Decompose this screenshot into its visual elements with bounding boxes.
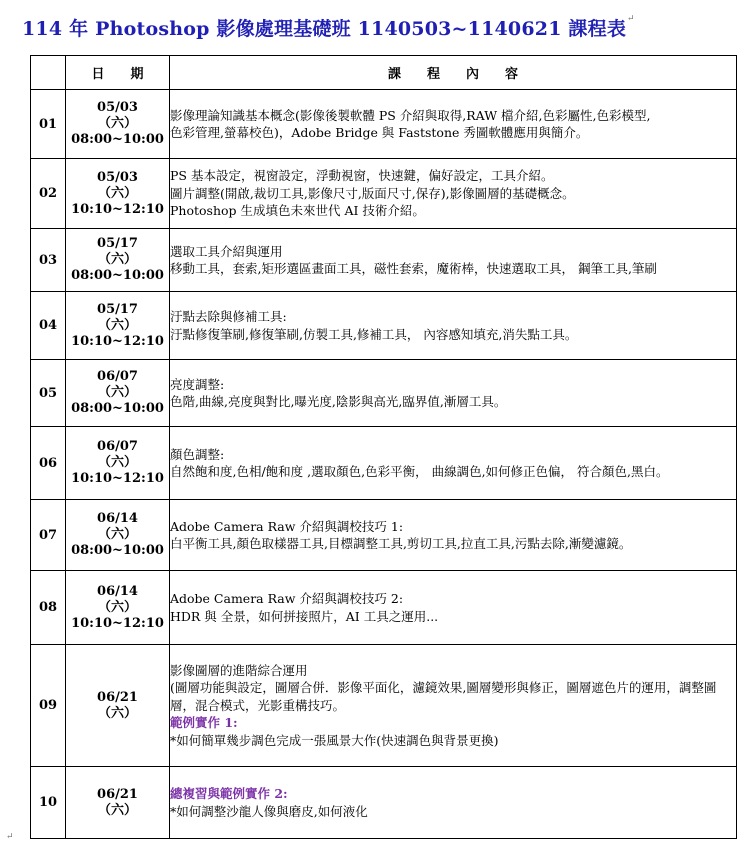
session-time: 10:10~12:10 (71, 333, 164, 349)
session-number: 03 (31, 229, 66, 292)
session-content (170, 571, 737, 645)
session-number: 05 (31, 360, 66, 427)
content-line: 亮度調整: (170, 376, 225, 392)
session-time: 08:00~10:00 (71, 401, 164, 416)
session-date: 05/03 (97, 169, 138, 185)
session-number: 06 (31, 427, 66, 500)
session-time: 08:00~10:00 (71, 268, 164, 283)
session-date-cell (66, 427, 170, 500)
header-num (31, 56, 66, 90)
session-day: （六） (97, 317, 137, 333)
session-date: 06/14 (97, 583, 138, 599)
session-date-cell (66, 292, 170, 360)
content-line: *如何簡單幾步調色完成一張風景大作(快速調色與背景更換) (170, 732, 499, 748)
session-date: 06/21 (97, 689, 138, 705)
review-heading: 總複習與範例實作 2: (170, 786, 288, 801)
header-date: 日 期 (66, 56, 170, 90)
session-number: 08 (31, 571, 66, 645)
session-date: 05/17 (97, 236, 138, 251)
session-number: 09 (31, 645, 66, 767)
content-line: 色階,曲線,亮度與對比,曝光度,陰影與高光,臨界值,漸層工具。 (170, 394, 507, 409)
session-content (170, 292, 737, 360)
session-date-cell (66, 229, 170, 292)
session-day: （六） (97, 455, 137, 470)
content-line: (圖層功能與設定，圖層合併．影像平面化，濾鏡效果,圖層變形與修正，圖層遮色片的運用，調整圖層，混合模式，光影重構技巧。 (170, 680, 717, 713)
session-date-cell (66, 500, 170, 571)
session-day: （六） (97, 116, 137, 131)
session-date-cell (66, 645, 170, 767)
session-day: （六） (97, 599, 137, 615)
session-date: 06/07 (97, 369, 138, 384)
session-day: （六） (97, 705, 137, 721)
table-row (31, 360, 737, 427)
session-number: 01 (31, 90, 66, 159)
table-row (31, 159, 737, 229)
header-content: 課 程 內 容 (170, 56, 737, 90)
session-content (170, 159, 737, 229)
header-row (31, 56, 737, 90)
page-title: 114 年 Photoshop 影像處理基礎班 1140503~1140621 課程表↵ (22, 14, 635, 40)
session-number: 04 (31, 292, 66, 360)
session-date: 06/21 (97, 786, 138, 802)
session-content (170, 90, 737, 159)
content-line: 自然飽和度,色相/飽和度 ,選取顏色,色彩平衡， 曲線調色,如何修正色偏， 符合顏色,黑白。 (170, 464, 669, 479)
session-number: 07 (31, 500, 66, 571)
content-line: 影像圖層的進階綜合運用 (170, 662, 308, 678)
content-line: 顏色調整: (170, 446, 225, 462)
session-time: 08:00~10:00 (71, 543, 164, 558)
session-content (170, 427, 737, 500)
session-day: （六） (97, 527, 137, 542)
paragraph-mark-icon: ↵ (6, 832, 14, 842)
content-line: Adobe Camera Raw 介紹與調校技巧 1: (170, 518, 404, 534)
table-row (31, 292, 737, 360)
table-row (31, 427, 737, 500)
session-date-cell (66, 90, 170, 159)
schedule-table (30, 55, 737, 839)
session-date: 06/14 (97, 511, 138, 526)
session-content (170, 360, 737, 427)
content-line: PS 基本設定，視窗設定，浮動視窗，快速鍵，偏好設定，工具介紹。 (170, 168, 554, 184)
content-line: Photoshop 生成填色未來世代 AI 技術介紹。 (170, 203, 425, 219)
session-time: 10:10~12:10 (71, 201, 164, 217)
content-line: 圖片調整(開啟,裁切工具,影像尺寸,版面尺寸,保存),影像圖層的基礎概念。 (170, 185, 575, 201)
session-time: 10:10~12:10 (71, 615, 164, 631)
session-content (170, 229, 737, 292)
session-date-cell (66, 360, 170, 427)
content-line: *如何調整沙龍人像與磨皮,如何液化 (170, 803, 368, 819)
session-content (170, 645, 737, 767)
content-line: 白平衡工具,顏色取樣器工具,目標調整工具,剪切工具,拉直工具,污點去除,漸變濾鏡。 (170, 536, 632, 551)
table-row (31, 90, 737, 159)
session-date-cell (66, 159, 170, 229)
content-line: HDR 與 全景，如何拼接照片，AI 工具之運用... (170, 608, 439, 624)
session-day: （六） (97, 252, 137, 267)
content-line: 色彩管理,螢幕校色)，Adobe Bridge 與 Faststone 秀圖軟體應用與簡介。 (170, 125, 589, 140)
table-row (31, 645, 737, 767)
session-number: 10 (31, 767, 66, 839)
content-line: 移動工具，套索,矩形選區畫面工具，磁性套索，魔術棒，快速選取工具， 鋼筆工具,筆刷 (170, 261, 657, 276)
session-time: 08:00~10:00 (71, 132, 164, 147)
table-row (31, 571, 737, 645)
session-day: （六） (97, 385, 137, 400)
content-line: 汙點去除與修補工具: (170, 309, 287, 324)
session-day: （六） (97, 802, 137, 818)
session-time: 10:10~12:10 (71, 471, 164, 486)
session-day: （六） (97, 185, 137, 201)
content-line: 汙點修復筆刷,修復筆刷,仿製工具,修補工具， 內容感知填充,消失點工具。 (170, 326, 578, 342)
example-heading: 範例實作 1: (170, 715, 238, 731)
content-line: 選取工具介紹與運用 (170, 243, 283, 259)
table-row (31, 229, 737, 292)
table-row (31, 500, 737, 571)
session-number: 02 (31, 159, 66, 229)
content-line: Adobe Camera Raw 介紹與調校技巧 2: (170, 591, 404, 606)
session-content (170, 500, 737, 571)
session-date: 05/03 (97, 100, 138, 115)
session-content (170, 767, 737, 839)
session-date: 06/07 (97, 439, 138, 454)
content-line: 影像理論知識基本概念(影像後製軟體 PS 介紹與取得,RAW 檔介紹,色彩屬性,色彩模型, (170, 107, 651, 123)
table-row (31, 767, 737, 839)
session-date: 05/17 (97, 301, 138, 317)
session-date-cell (66, 767, 170, 839)
session-date-cell (66, 571, 170, 645)
